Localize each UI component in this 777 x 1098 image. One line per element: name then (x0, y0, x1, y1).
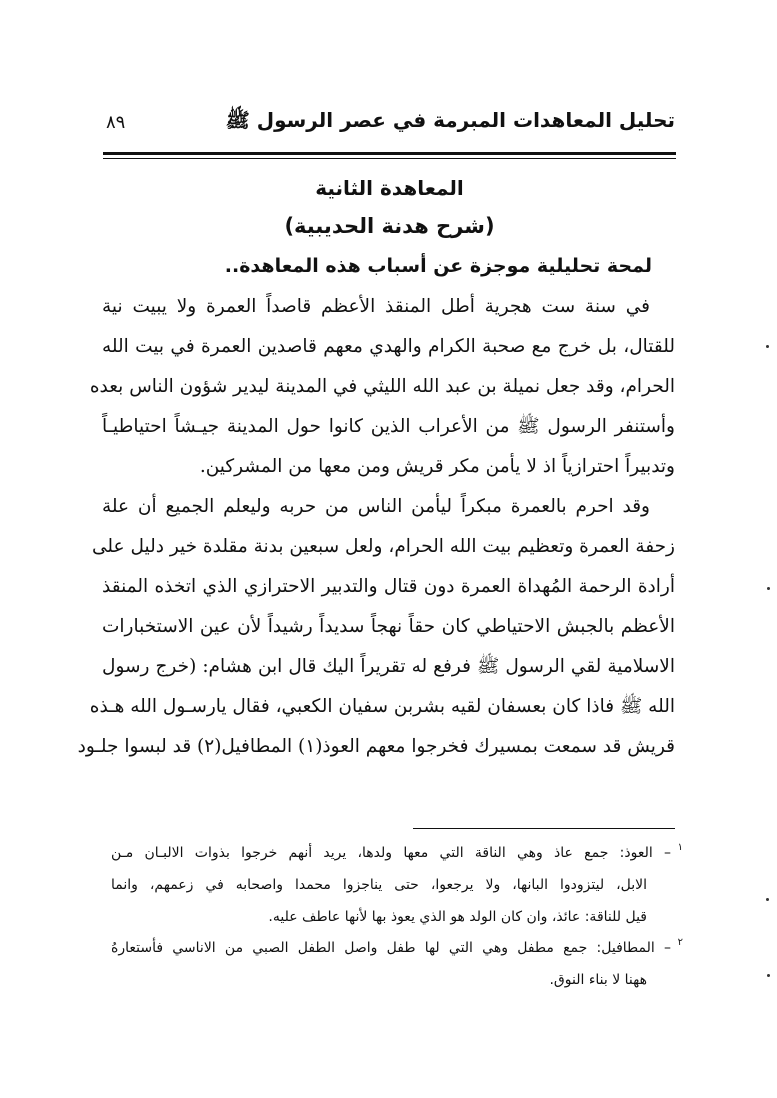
page-number: ٨٩ (106, 112, 126, 133)
body-line: للقتال، بل خرج مع صحبة الكرام والهدي معهم قاصدين العمرة في بيت الله (102, 336, 675, 357)
treaty-subtitle: (شرح هدنة الحديبية) (284, 214, 495, 238)
body-line: أرادة الرحمة المُهداة العمرة دون قتال والتدبير الاحترازي الذي اتخذه المنقذ (102, 576, 675, 597)
header-rule-thin (103, 158, 676, 159)
body-line: وتدبيراً احترازياً اذ لا يأمن مكر قريش ومن معها من المشركين. (199, 456, 675, 477)
body-line: وأستنفر الرسول ﷺ من الأعراب الذين كانوا حول المدينة جيـشاً احتياطيـاً (102, 416, 675, 437)
scan-speck (767, 587, 770, 590)
footnote-line: ههنا لا بناء النوق. (549, 972, 647, 988)
body-line: الاسلامية لقي الرسول ﷺ فرفع له تقريراً اليك قال ابن هشام: (خرج رسول (102, 656, 675, 677)
footnote-mark: ٢ (677, 937, 683, 948)
footnote-line: – المطافيل: جمع مطفل وهي التي لها طفل واصل الطفل الصبي من الاناسي فأستعارهُ (111, 940, 671, 956)
section-heading: لمحة تحليلية موجزة عن أسباب هذه المعاهدة.. (224, 255, 652, 277)
body-line: في سنة ست هجرية أطل المنقذ الأعظم قاصداً العمرة ولا يبيت نية (102, 296, 650, 317)
body-line: الأعظم بالجبش الاحتياطي كان حقاً نهجاً سديداً رشيداً لأن عين الاستخبارات (102, 616, 675, 637)
running-head: تحليل المعاهدات المبرمة في عصر الرسول ﷺ (225, 108, 675, 132)
scan-speck (766, 898, 769, 901)
body-line: وقد احرم بالعمرة مبكراً ليأمن الناس من حربه وليعلم الجميع أن علة (102, 496, 650, 517)
footnote-line: – العوذ: جمع عاذ وهي الناقة التي معها ولدها، يريد أنهم خرجوا بذوات الالبـان مـن (111, 845, 671, 861)
footnote-separator (413, 828, 675, 829)
body-line: زحفة العمرة وتعظيم بيت الله الحرام، ولعل سبعين بدنة مقلدة خير دليل على (92, 536, 675, 557)
scan-speck (767, 974, 770, 977)
footnote-mark: ١ (677, 842, 683, 853)
footnote-line: الابل، ليتزودوا البانها، ولا يرجعوا، حتى يناجزوا محمدا واصحابه في زعمهم، وانما (111, 877, 647, 893)
treaty-title: المعاهدة الثانية (315, 176, 464, 200)
header-rule-thick (103, 152, 676, 155)
body-line: الحرام، وقد جعل نميلة بن عبد الله الليثي في المدينة ليدير شؤون الناس بعده (89, 376, 675, 397)
scan-speck (766, 345, 769, 348)
footnote-line: قيل للناقة: عائذ، وان كان الولد هو الذي يعوذ بها لأنها عاطف عليه. (268, 909, 647, 925)
body-line: قريش قد سمعت بمسيرك فخرجوا معهم العوذ(١) المطافيل(٢) قد لبسوا جلـود (77, 736, 675, 757)
body-line: الله ﷺ فاذا كان بعسفان لقيه بشربن سفيان الكعبي، فقال يارسـول الله هـذه (89, 696, 675, 717)
